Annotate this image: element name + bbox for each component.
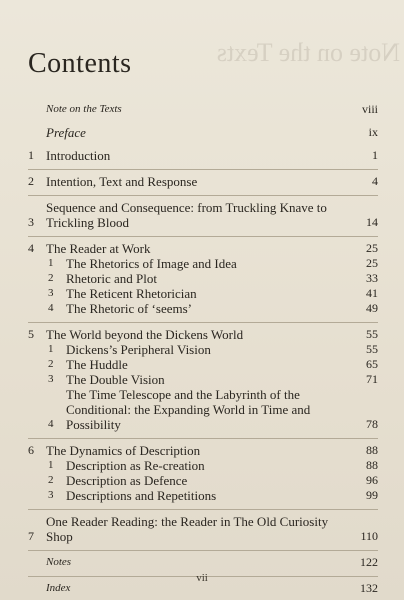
toc-page: 25 bbox=[366, 241, 378, 255]
toc-title: Introduction bbox=[46, 148, 111, 163]
divider bbox=[28, 169, 378, 170]
toc-row-chapter-1 bbox=[28, 148, 378, 163]
toc-number: 3 bbox=[28, 215, 34, 229]
toc-number: 1 bbox=[48, 343, 54, 355]
toc-title: Description as Defence bbox=[66, 473, 188, 488]
toc-title: Notes bbox=[46, 556, 72, 568]
toc-title: Preface bbox=[46, 125, 86, 140]
toc-title: The Rhetorics of Image and Idea bbox=[66, 256, 237, 271]
toc-row-chapter-4 bbox=[28, 241, 378, 256]
toc-title: Index bbox=[46, 582, 71, 594]
toc-page: 96 bbox=[366, 473, 378, 487]
toc-page: 110 bbox=[360, 529, 378, 543]
toc-page: 14 bbox=[366, 215, 378, 229]
toc-title: The Huddle bbox=[66, 357, 128, 372]
toc-number: 3 bbox=[48, 489, 54, 501]
toc-title: The Rhetoric of ‘seems’ bbox=[66, 301, 192, 316]
toc-page: 1 bbox=[372, 148, 378, 162]
divider bbox=[28, 236, 378, 237]
toc-row-chapter-3 bbox=[28, 200, 378, 230]
toc-page: 65 bbox=[366, 357, 378, 371]
toc-row-chapter-6 bbox=[28, 443, 378, 458]
toc-subrow bbox=[28, 301, 378, 316]
toc-number: 2 bbox=[48, 272, 54, 284]
toc-page: ix bbox=[368, 125, 378, 139]
bleed-through-text: Note on the Texts bbox=[216, 38, 400, 67]
divider bbox=[28, 509, 378, 510]
toc-title: Description as Re-creation bbox=[66, 458, 205, 473]
toc-number: 1 bbox=[48, 257, 54, 269]
toc-page: 88 bbox=[366, 443, 378, 457]
toc-subrow bbox=[28, 387, 378, 432]
toc-subrow bbox=[28, 256, 378, 271]
toc-subrow bbox=[28, 473, 378, 488]
toc-row-note bbox=[28, 102, 378, 117]
toc-page: 4 bbox=[372, 174, 378, 188]
toc-title: Intention, Text and Response bbox=[46, 174, 198, 189]
toc-page: 25 bbox=[366, 256, 378, 270]
toc-title: The Dynamics of Description bbox=[46, 443, 201, 458]
toc-row-notes bbox=[28, 555, 378, 570]
toc-row-preface bbox=[28, 125, 378, 140]
toc-page: 78 bbox=[366, 417, 378, 431]
toc-subrow bbox=[28, 286, 378, 301]
toc-number: 6 bbox=[28, 443, 34, 457]
toc-title: The Reticent Rhetorician bbox=[66, 286, 197, 301]
toc-number: 4 bbox=[48, 418, 54, 430]
toc-page: 88 bbox=[366, 458, 378, 472]
toc-title: Descriptions and Repetitions bbox=[66, 488, 217, 503]
toc-row-chapter-2 bbox=[28, 174, 378, 189]
toc-page: 99 bbox=[366, 488, 378, 502]
toc-number: 3 bbox=[48, 373, 54, 385]
toc-subrow bbox=[28, 458, 378, 473]
toc-page: 41 bbox=[366, 286, 378, 300]
toc-page: 55 bbox=[366, 342, 378, 356]
toc-page: 122 bbox=[360, 555, 378, 569]
toc-page: 33 bbox=[366, 271, 378, 285]
toc-row-chapter-5 bbox=[28, 327, 378, 342]
toc-page: 71 bbox=[366, 372, 378, 386]
table-of-contents bbox=[28, 102, 378, 596]
toc-number: 2 bbox=[28, 174, 34, 188]
toc-subrow bbox=[28, 271, 378, 286]
toc-title: Rhetoric and Plot bbox=[66, 271, 157, 286]
divider bbox=[28, 322, 378, 323]
toc-page: viii bbox=[361, 102, 378, 116]
toc-number: 5 bbox=[28, 327, 34, 341]
toc-title: Sequence and Consequence: from Truckling Knave to Trickling Blood bbox=[46, 200, 327, 230]
page-number: vii bbox=[196, 572, 208, 584]
toc-number: 1 bbox=[48, 459, 54, 471]
page-title: Contents bbox=[28, 48, 132, 79]
toc-subrow bbox=[28, 342, 378, 357]
toc-number: 1 bbox=[28, 148, 34, 162]
toc-number: 2 bbox=[48, 358, 54, 370]
toc-number: 4 bbox=[48, 302, 54, 314]
toc-row-chapter-7 bbox=[28, 514, 378, 544]
toc-number: 7 bbox=[28, 529, 34, 543]
toc-title: Dickens’s Peripheral Vision bbox=[66, 342, 211, 357]
divider bbox=[28, 438, 378, 439]
toc-title: The Reader at Work bbox=[46, 241, 151, 256]
toc-page: 55 bbox=[366, 327, 378, 341]
toc-subrow bbox=[28, 488, 378, 503]
toc-page: 49 bbox=[366, 301, 378, 315]
toc-number: 4 bbox=[28, 241, 34, 255]
toc-subrow bbox=[28, 357, 378, 372]
divider bbox=[28, 550, 378, 551]
toc-title: The World beyond the Dickens World bbox=[46, 327, 244, 342]
toc-number: 2 bbox=[48, 474, 54, 486]
toc-title: The Time Telescope and the Labyrinth of the Conditional: the Expanding World in Time and Possibility bbox=[66, 387, 311, 432]
toc-page: 132 bbox=[360, 581, 378, 595]
toc-title: Note on the Texts bbox=[46, 103, 122, 115]
toc-title: The Double Vision bbox=[66, 372, 165, 387]
toc-subrow bbox=[28, 372, 378, 387]
toc-number: 3 bbox=[48, 287, 54, 299]
divider bbox=[28, 195, 378, 196]
toc-title: One Reader Reading: the Reader in The Old Curiosity Shop bbox=[46, 514, 329, 544]
